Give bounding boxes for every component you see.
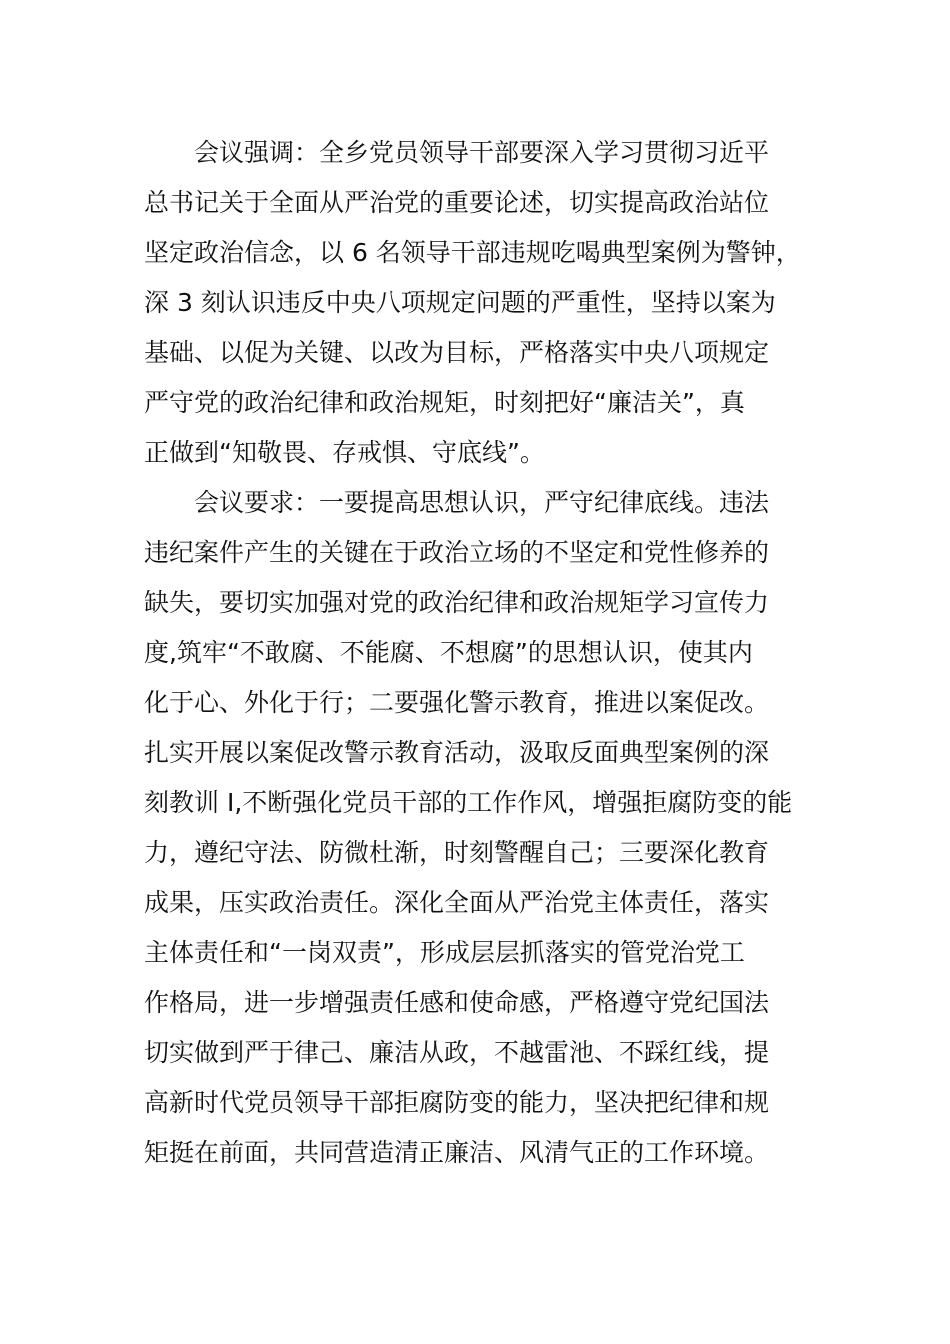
text-line: 会议要求：一要提高思想认识，严守纪律底线。违法 <box>194 488 770 517</box>
text-line: 严守党的政治纪律和政治规矩，时刻把好“廉洁关”，真 <box>144 388 745 417</box>
text-line: 高新时代党员领导干部拒腐防变的能力，坚决把纪律和规 <box>144 1088 770 1117</box>
text-line: 化于心、外化于行；二要强化警示教育，推进以案促改。 <box>144 688 770 717</box>
text-line: 成果，压实政治责任。深化全面从严治党主体责任，落实 <box>144 888 770 917</box>
text-line: 切实做到严于律己、廉洁从政，不越雷池、不踩红线，提 <box>144 1038 770 1067</box>
text-line: 作格局，进一步增强责任感和使命感，严格遵守党纪国法 <box>144 988 770 1017</box>
text-line: 会议强调：全乡党员领导干部要深入学习贯彻习近平 <box>194 138 770 167</box>
text-line: 力，遵纪守法、防微杜渐，时刻警醒自己；三要深化教育 <box>144 838 770 867</box>
paragraph-meeting-requirements <box>144 478 844 1178</box>
text-line: 总书记关于全面从严治党的重要论述，切实提高政治站位 <box>144 188 770 217</box>
text-line: 度,筑牢“不敢腐、不能腐、不想腐”的思想认识，使其内 <box>144 638 753 667</box>
text-line: 刻教训 I,不断强化党员干部的工作作风，增强拒腐防变的能 <box>144 788 793 817</box>
text-line: 主体责任和“一岗双责”，形成层层抓落实的管党治党工 <box>144 938 745 967</box>
text-line: 矩挺在前面，共同营造清正廉洁、风清气正的工作环境。 <box>144 1138 770 1167</box>
text-line: 违纪案件产生的关键在于政治立场的不坚定和党性修养的 <box>144 538 770 567</box>
paragraph-meeting-emphasis <box>144 128 844 478</box>
text-line: 正做到“知敬畏、存戒惧、守底线”。 <box>144 438 545 467</box>
text-line: 深 3 刻认识违反中央八项规定问题的严重性，坚持以案为 <box>144 288 776 317</box>
document-body <box>144 128 844 1178</box>
text-line: 缺失，要切实加强对党的政治纪律和政治规矩学习宣传力 <box>144 588 770 617</box>
text-line: 扎实开展以案促改警示教育活动，汲取反面典型案例的深 <box>144 738 770 767</box>
text-line: 坚定政治信念，以 6 名领导干部违规吃喝典型案例为警钟， <box>144 238 801 267</box>
text-line: 基础、以促为关键、以改为目标，严格落实中央八项规定 <box>144 338 770 367</box>
